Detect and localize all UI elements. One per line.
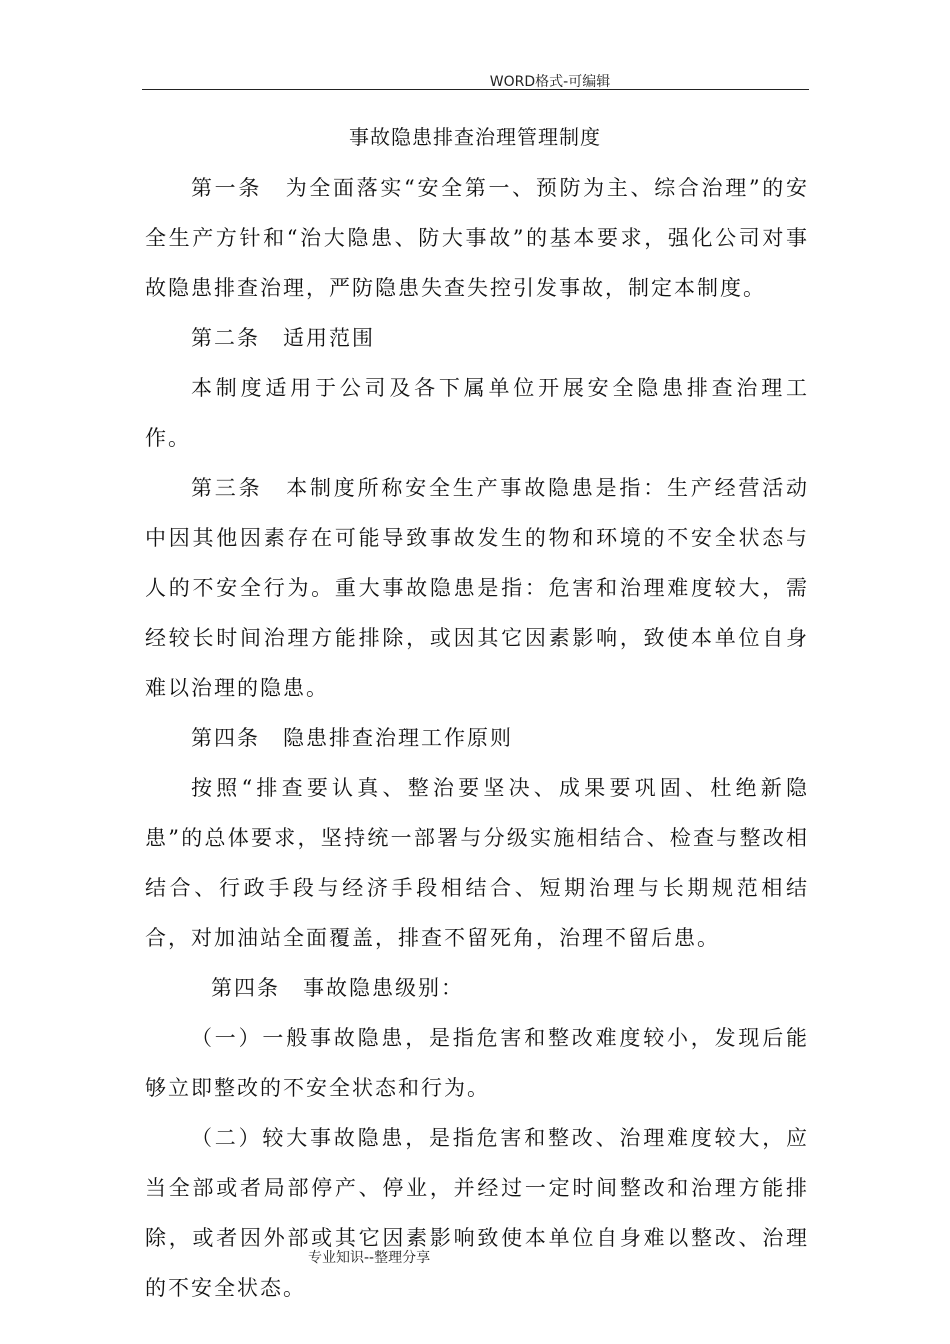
header-divider <box>142 89 809 90</box>
paragraph-article-3: 第三条 本制度所称安全生产事故隐患是指：生产经营活动中因其他因素存在可能导致事故发生的物和环境的不安全状态与人的不安全行为。重大事故隐患是指：危害和治理难度较大，需经较长时间治理方能排除，或因其它因素影响，致使本单位自身难以治理的隐患。 <box>145 476 809 700</box>
page-footer: 专业知识--整理分享 <box>308 1250 431 1266</box>
document-title: 事故隐患排查治理管理制度 <box>349 125 601 149</box>
page-header: WORD格式-可编辑 <box>489 74 611 90</box>
paragraph-article-1: 第一条 为全面落实“安全第一、预防为主、综合治理”的安全生产方针和“治大隐患、防大事故”的基本要求，强化公司对事故隐患排查治理，严防隐患失查失控引发事故，制定本制度。 <box>145 176 809 300</box>
paragraph-principles: 按照“排查要认真、整治要坚决、成果要巩固、杜绝新隐患”的总体要求，坚持统一部署与分级实施相结合、检查与整改相结合、行政手段与经济手段相结合、短期治理与长期规范相结合，对加油站全面覆盖，排查不留死角，治理不留后患。 <box>145 776 809 950</box>
paragraph-general-hazard: （一）一般事故隐患，是指危害和整改难度较小，发现后能够立即整改的不安全状态和行为。 <box>145 1026 809 1100</box>
document-body <box>145 163 809 1313</box>
paragraph-major-hazard: （二）较大事故隐患，是指危害和整改、治理难度较大，应当全部或者局部停产、停业，并经过一定时间整改和治理方能排除，或者因外部或其它因素影响致使本单位自身难以整改、治理的不安全状态。 <box>145 1126 809 1300</box>
paragraph-hazard-levels-heading: 第四条 事故隐患级别： <box>211 976 464 1000</box>
paragraph-article-4-heading: 第四条 隐患排查治理工作原则 <box>191 726 513 750</box>
paragraph-scope: 本制度适用于公司及各下属单位开展安全隐患排查治理工作。 <box>145 376 809 450</box>
paragraph-article-2-heading: 第二条 适用范围 <box>191 326 375 350</box>
